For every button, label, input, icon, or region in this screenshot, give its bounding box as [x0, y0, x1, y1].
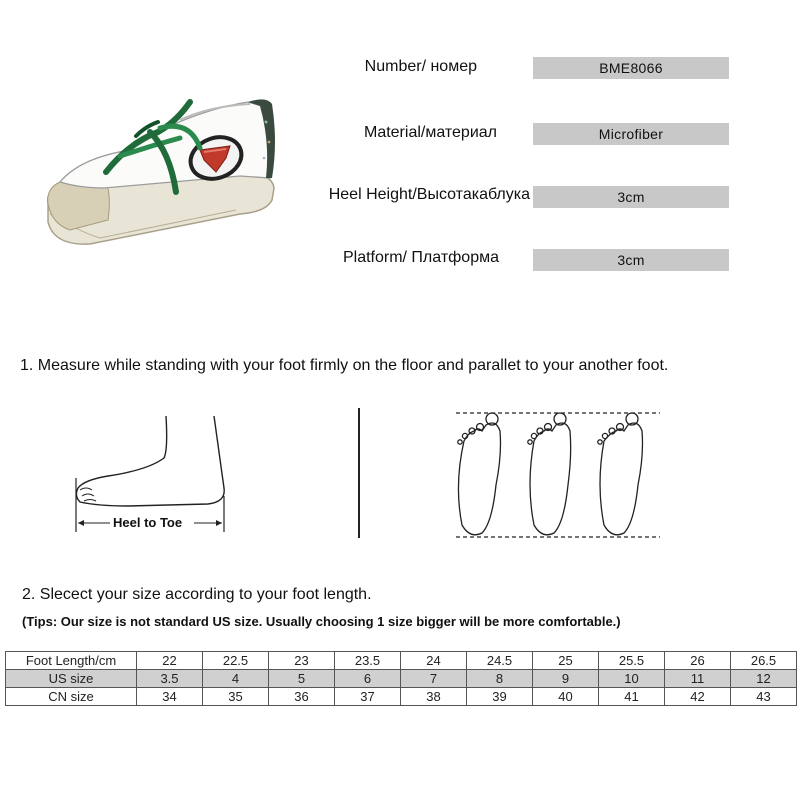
- table-cell: 26: [665, 652, 731, 670]
- table-row: [6, 652, 797, 670]
- table-cell: 43: [731, 688, 797, 706]
- table-cell: 40: [533, 688, 599, 706]
- table-cell: 7: [401, 670, 467, 688]
- row-label: CN size: [6, 688, 137, 706]
- table-cell: 23: [269, 652, 335, 670]
- table-cell: 3.5: [137, 670, 203, 688]
- spec-value-platform: 3cm: [533, 249, 729, 271]
- spec-value-number: BME8066: [533, 57, 729, 79]
- table-cell: 8: [467, 670, 533, 688]
- size-tips: (Tips: Our size is not standard US size. Usually choosing 1 size bigger will be more comfortable.): [22, 614, 621, 629]
- row-label: US size: [6, 670, 137, 688]
- table-cell: 42: [665, 688, 731, 706]
- step2-instruction: 2. Slecect your size according to your foot length.: [22, 586, 372, 603]
- row-label: Foot Length/cm: [6, 652, 137, 670]
- spec-label-platform: Platform/ Платформа: [342, 249, 499, 266]
- spec-label-material: Material/материал: [363, 124, 497, 141]
- table-cell: 25.5: [599, 652, 665, 670]
- heel-to-toe-label: Heel to Toe: [113, 515, 183, 530]
- table-cell: 5: [269, 670, 335, 688]
- table-cell: 6: [335, 670, 401, 688]
- table-cell: 39: [467, 688, 533, 706]
- table-cell: 35: [203, 688, 269, 706]
- table-cell: 4: [203, 670, 269, 688]
- table-cell: 10: [599, 670, 665, 688]
- table-cell: 36: [269, 688, 335, 706]
- spec-value-heel-height: 3cm: [533, 186, 729, 208]
- top-foot-icon: [452, 405, 664, 545]
- table-cell: 24.5: [467, 652, 533, 670]
- table-cell: 25: [533, 652, 599, 670]
- table-row: [6, 670, 797, 688]
- spec-label-heel-height: Heel Height/Высотакаблука: [328, 186, 530, 203]
- size-chart-table: [5, 651, 797, 706]
- table-cell: 12: [731, 670, 797, 688]
- table-cell: 9: [533, 670, 599, 688]
- divider: [358, 408, 360, 538]
- table-row: [6, 688, 797, 706]
- table-cell: 22.5: [203, 652, 269, 670]
- table-cell: 24: [401, 652, 467, 670]
- table-cell: 38: [401, 688, 467, 706]
- table-cell: 34: [137, 688, 203, 706]
- step1-instruction: 1. Measure while standing with your foot firmly on the floor and parallet to your another foot.: [20, 357, 669, 374]
- table-cell: 22: [137, 652, 203, 670]
- table-cell: 37: [335, 688, 401, 706]
- table-cell: 11: [665, 670, 731, 688]
- spec-label-number: Number/ номер: [364, 58, 477, 75]
- table-cell: 41: [599, 688, 665, 706]
- table-cell: 23.5: [335, 652, 401, 670]
- spec-value-material: Microfiber: [533, 123, 729, 145]
- sneaker-photo: [40, 92, 280, 252]
- table-cell: 26.5: [731, 652, 797, 670]
